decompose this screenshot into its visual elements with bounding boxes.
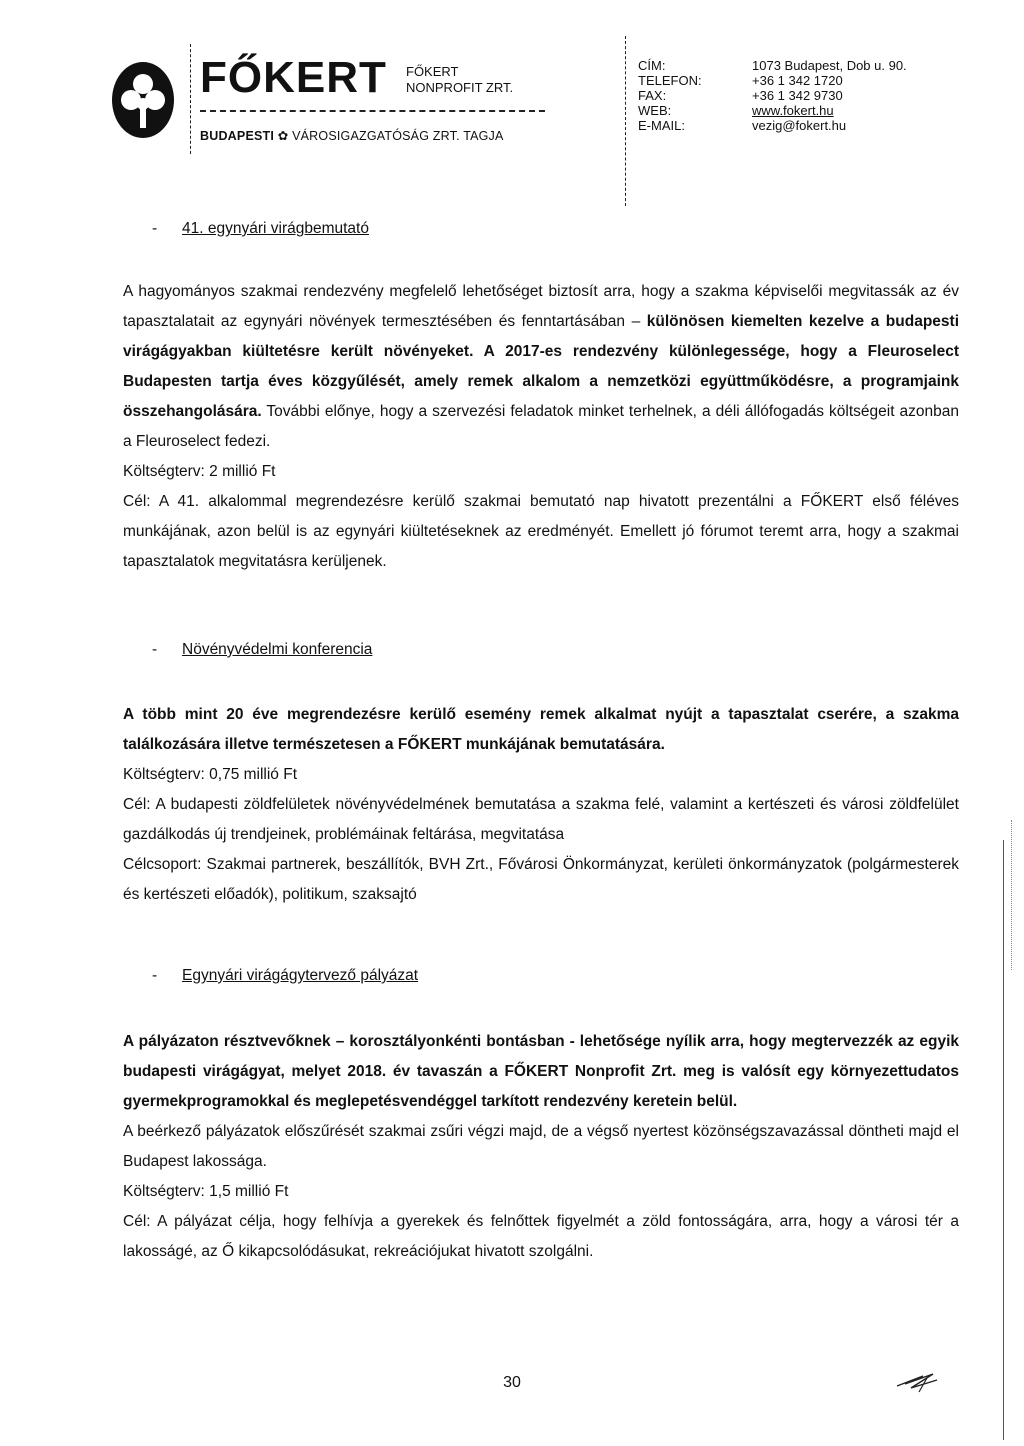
scan-edge-line (1011, 820, 1012, 970)
section-heading-virag: - 41. egynyári virágbemutató (152, 220, 369, 237)
fokert-logo-icon (110, 60, 176, 140)
section-title: 41. egynyári virágbemutató (182, 220, 369, 237)
email-link[interactable]: vezig@fokert.hu (752, 118, 847, 133)
paragraph: A hagyományos szakmai rendezvény megfelelő lehetőséget biztosít arra, hogy a szakma képviselői megvitassák az év tapasztalatait az egynyári növények termesztésében és fenntartásában – különösen kiemelten kezelve a budapesti virágágyakban kiültetésre került növényeket. A 2017-es rendezvény különlegessége, hogy a Fleuroselect Budapesten tartja éves közgyűlését, amely remek alkalom a nemzetközi együttműködésre, a programjaink összehangolására. További előnye, hogy a szervezési feladatok minket terhelnek, a déli állófogadás költségeit azonban a Fleuroselect fedezi. (123, 283, 959, 450)
cost-line: Költségterv: 0,75 millió Ft (123, 766, 298, 783)
contact-row: FAX: +36 1 342 9730 (638, 88, 843, 103)
brand-subtitle-line-1: FŐKERT (406, 64, 459, 79)
contact-row: WEB: www.fokert.hu (638, 103, 834, 118)
page-number: 30 (503, 1374, 521, 1391)
brand-subtitle (406, 64, 513, 96)
goal-paragraph: Cél: A 41. alkalommal megrendezésre kerülő szakmai bemutató nap hivatott prezentálni a FŐKERT első féléves munkájának, azon belül is az egynyári kiültetéseknek az eredményét. Emellett jó fórumot teremt arra, hogy a szakmai tapasztalatok megvitatásra kerüljenek. (123, 493, 959, 570)
section-heading-noveny: - Növényvédelmi konferencia (152, 641, 373, 658)
web-link[interactable]: www.fokert.hu (752, 103, 834, 118)
header-divider-right (625, 36, 626, 206)
section-body-noveny (123, 700, 959, 910)
scan-edge-line (1003, 840, 1004, 1440)
brand-tagline-bold: BUDAPESTI (200, 129, 275, 143)
brand-divider (200, 110, 545, 112)
paragraph: A beérkező pályázatok előszűrését szakmai zsűri végzi majd, de a végső nyertest közönségszavazással döntheti majd el Budapest lakossága. (123, 1123, 959, 1170)
contact-row: CÍM: 1073 Budapest, Dob u. 90. (638, 58, 907, 73)
section-body-palyazat (123, 1027, 959, 1267)
bvh-mark-icon: ✿ (277, 129, 289, 143)
signature-icon (893, 1366, 943, 1396)
section-title: Egynyári virágágytervező pályázat (182, 967, 419, 984)
paragraph: A több mint 20 éve megrendezésre kerülő esemény remek alkalmat nyújt a tapasztalat cserére, a szakma találkozására illetve természetesen a FŐKERT munkájának bemutatására. (123, 706, 959, 753)
goal-paragraph: Cél: A pályázat célja, hogy felhívja a gyerekek és felnőttek figyelmét a zöld fontosságára, arra, hogy a városi tér a lakosságé, az Ő kikapcsolódásukat, rekreációjukat hivatott szolgálni. (123, 1213, 959, 1260)
contact-row: TELEFON: +36 1 342 1720 (638, 73, 843, 88)
section-body-virag (123, 277, 959, 577)
brand-tagline-rest: VÁROSIGAZGATÓSÁG ZRT. TAGJA (292, 129, 504, 143)
section-heading-palyazat: - Egynyári virágágytervező pályázat (152, 967, 419, 984)
brand-tagline (200, 128, 504, 143)
brand-subtitle-line-2: NONPROFIT ZRT. (406, 80, 514, 95)
target-paragraph: Célcsoport: Szakmai partnerek, beszállítók, BVH Zrt., Fővárosi Önkormányzat, kerületi önkormányzatok (polgármesterek és kertészeti előadók), politikum, szaksajtó (123, 856, 959, 903)
contact-row: E-MAIL: vezig@fokert.hu (638, 118, 847, 133)
brand-name: FŐKERT (200, 53, 387, 102)
goal-paragraph: Cél: A budapesti zöldfelületek növényvédelmének bemutatása a szakma felé, valamint a kertészeti és városi zöldfelület gazdálkodás új trendjeinek, problémáinak feltárása, megvitatása (123, 796, 959, 843)
header-divider-left (190, 44, 191, 154)
cost-line: Költségterv: 1,5 millió Ft (123, 1183, 289, 1200)
contact-block (638, 58, 907, 133)
cost-line: Költségterv: 2 millió Ft (123, 463, 276, 480)
section-title: Növényvédelmi konferencia (182, 641, 373, 658)
paragraph: A pályázaton résztvevőknek – korosztályonkénti bontásban - lehetősége nyílik arra, hogy megtervezzék az egyik budapesti virágágyat, melyet 2018. év tavaszán a FŐKERT Nonprofit Zrt. meg is valósít egy környezettudatos gyermekprogramokkal és meglepetésvendéggel tarkított rendezvény keretein belül. (123, 1033, 959, 1110)
